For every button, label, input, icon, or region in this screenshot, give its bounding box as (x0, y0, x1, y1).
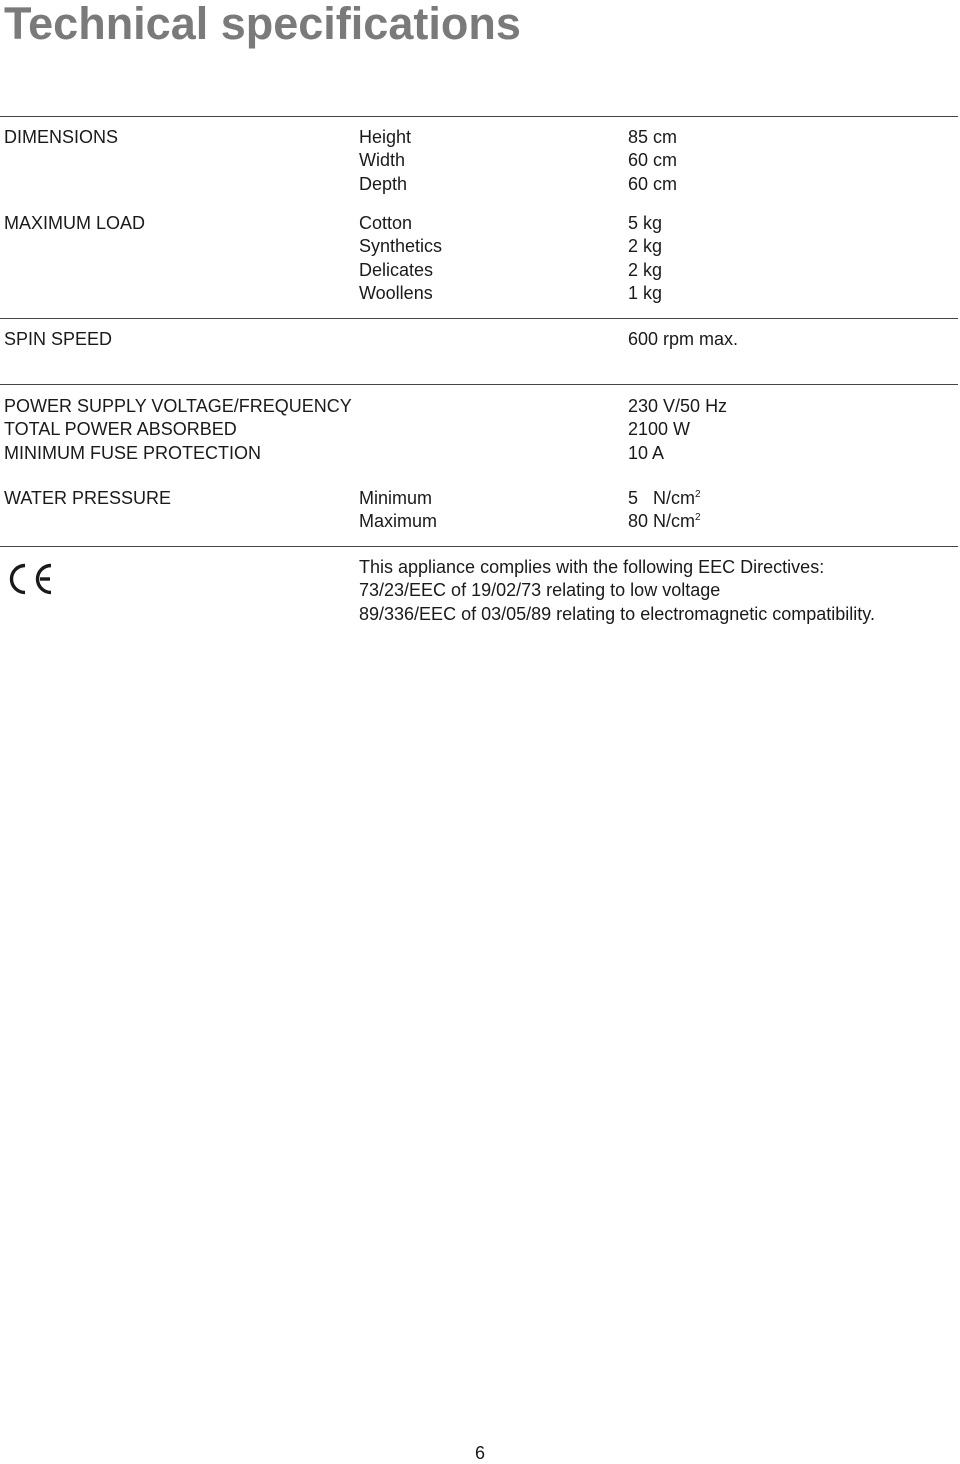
load-names (359, 212, 442, 306)
page-title: Technical specifications (4, 0, 521, 49)
load-value: 1 kg (628, 283, 663, 304)
dimension-value: 85 cm (628, 127, 678, 147)
load-value: 5 kg (628, 213, 663, 233)
load-values (628, 212, 662, 306)
power-label: TOTAL POWER ABSORBED (4, 419, 237, 440)
power-labels (4, 395, 352, 465)
pressure-name: Maximum (359, 511, 438, 532)
dimensions-label: DIMENSIONS (4, 127, 119, 147)
pressure-value-text: 5 N/cm (628, 488, 696, 508)
power-label: MINIMUM FUSE PROTECTION (4, 442, 261, 463)
load-value: 2 kg (628, 236, 663, 257)
dimension-value: 60 cm (628, 150, 678, 171)
pressure-values (628, 487, 701, 534)
dimension-name: Height (359, 127, 412, 147)
load-name: Cotton (359, 213, 413, 233)
load-value: 2 kg (628, 259, 663, 280)
pressure-names (359, 487, 437, 534)
load-name: Woollens (359, 283, 433, 304)
dimension-value: 60 cm (628, 173, 678, 194)
power-value: 2100 W (628, 419, 691, 440)
section-divider (0, 116, 958, 117)
section-divider (0, 318, 958, 319)
compliance-line: 73/23/EEC of 19/02/73 relating to low voltage (359, 580, 721, 601)
load-name: Delicates (359, 259, 434, 280)
power-label: POWER SUPPLY VOLTAGE/FREQUENCY (4, 396, 352, 416)
dimension-name: Width (359, 150, 406, 171)
dimensions-values (628, 126, 677, 196)
compliance-line: 89/336/EEC of 03/05/89 relating to electromagnetic compatibility. (359, 603, 875, 624)
spin-speed-value: 600 rpm max. (628, 329, 739, 349)
compliance-line: This appliance complies with the following EEC Directives: (359, 557, 825, 577)
compliance-text (359, 556, 875, 626)
spin-speed-label: SPIN SPEED (4, 329, 113, 349)
dimensions-names (359, 126, 411, 196)
page-number: 6 (474, 1443, 485, 1463)
section-divider (0, 546, 958, 547)
pressure-name: Minimum (359, 488, 433, 508)
power-value: 230 V/50 Hz (628, 396, 728, 416)
ce-mark-logo (4, 562, 54, 596)
load-name: Synthetics (359, 236, 443, 257)
section-divider (0, 384, 958, 385)
pressure-value-text: 80 N/cm (628, 511, 696, 532)
dimension-name: Depth (359, 173, 408, 194)
superscript: 2 (695, 489, 701, 500)
maximum-load-label: MAXIMUM LOAD (4, 213, 146, 233)
power-value: 10 A (628, 442, 665, 463)
pressure-value (628, 510, 701, 533)
superscript: 2 (695, 512, 701, 524)
power-values (628, 395, 727, 465)
pressure-value (628, 487, 701, 510)
water-pressure-label: WATER PRESSURE (4, 488, 172, 508)
